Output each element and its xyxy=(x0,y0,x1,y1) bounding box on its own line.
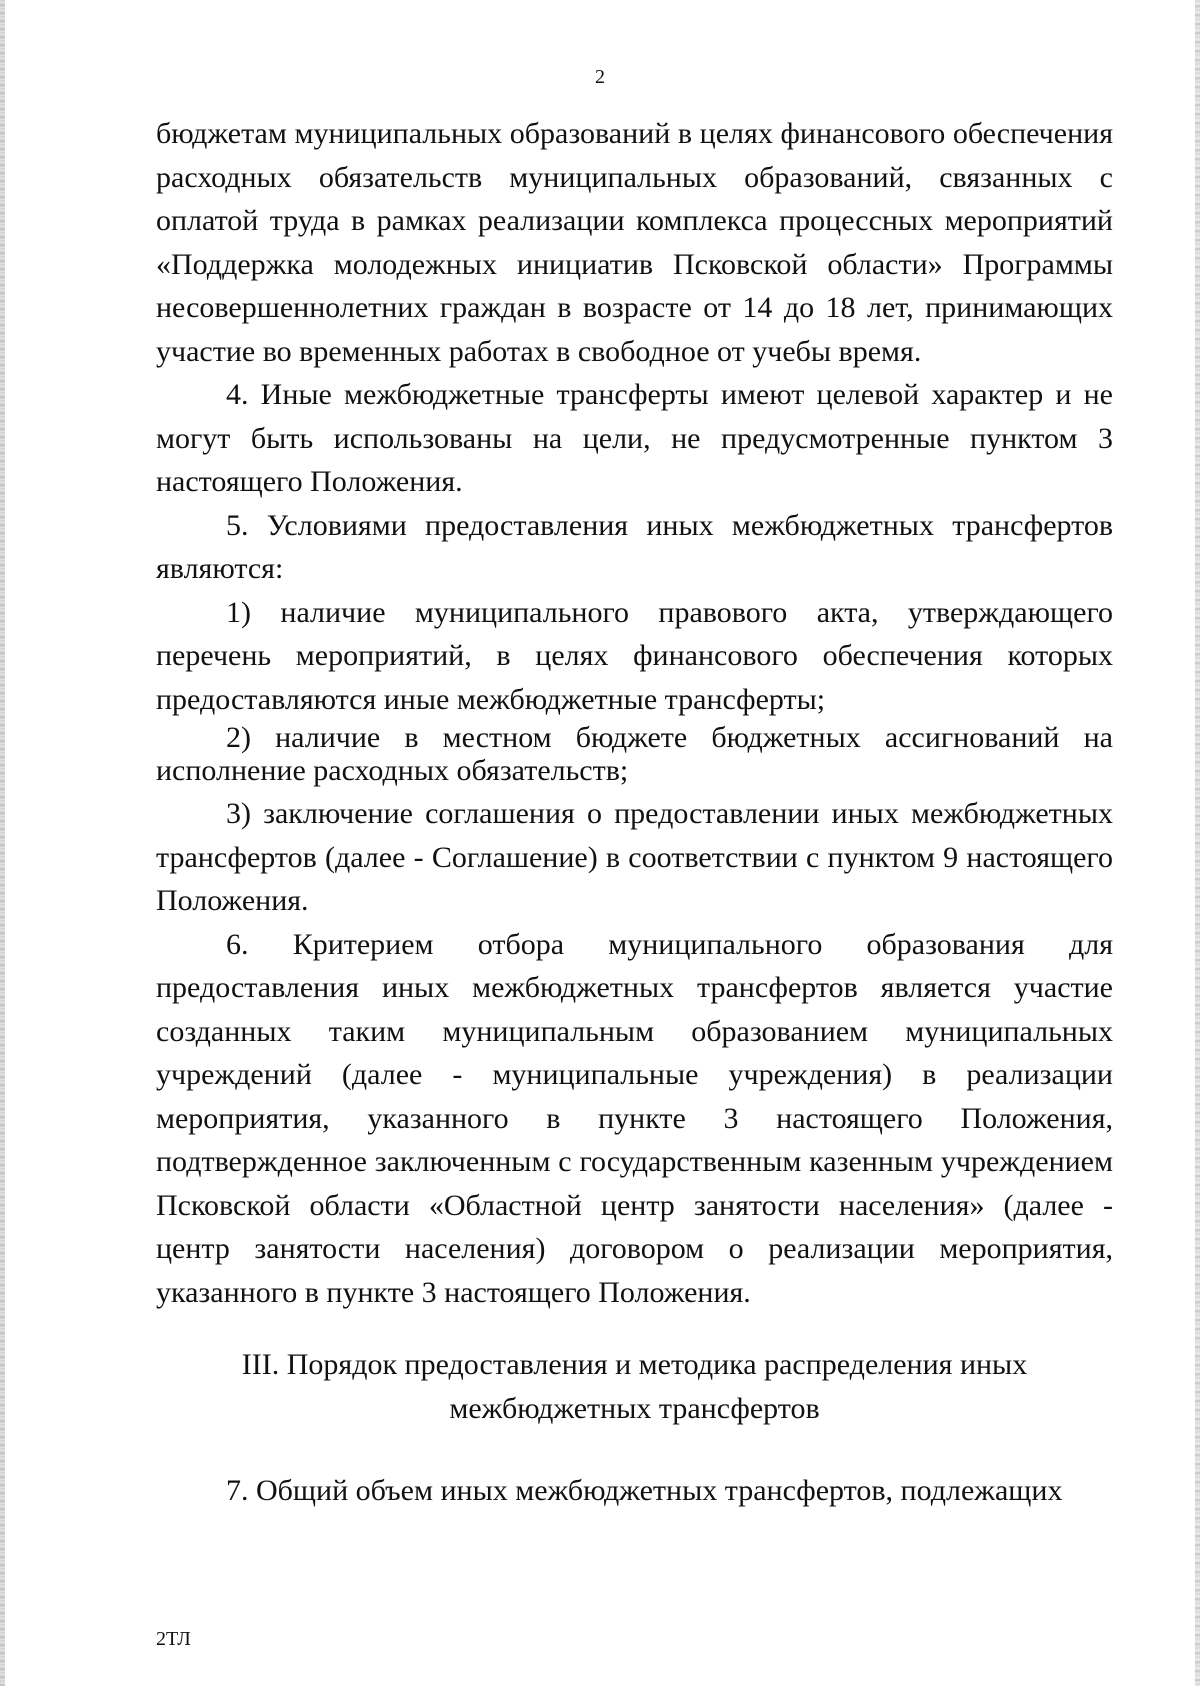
section-heading-line-1: III. Порядок предоставления и методика распределения иных xyxy=(241,1348,1028,1381)
paragraph-item-4: 4. Иные межбюджетные трансферты имеют целевой характер и не могут быть использованы на цели, не предусмотренные пунктом 3 настоящего Положения. xyxy=(156,378,1113,498)
paragraph-item-6: 6. Критерием отбора муниципального образования для предоставления иных межбюджетных трансфертов является участие созданных таким муниципальным образованием муниципальных учреждений (далее - муниципальные учреждения) в реализации мероприятия, указанного в пункте 3 настоящего Положения, подтвержденное заключенным с государственным казенным учреждением Псковской области «Областной центр занятости населения» (далее - центр занятости населения) договором о реализации мероприятия, указанного в пункте 3 настоящего Положения. xyxy=(156,927,1113,1309)
scan-edge-left xyxy=(0,0,5,1686)
paragraph-item-5: 5. Условиями предоставления иных межбюджетных трансфертов являются: xyxy=(156,508,1113,585)
document-body xyxy=(156,112,1113,1513)
section-heading xyxy=(156,1343,1113,1430)
section-heading-line-2: межбюджетных трансфертов xyxy=(449,1391,820,1425)
paragraph-item-7: 7. Общий объем иных межбюджетных трансфертов, подлежащих xyxy=(226,1474,1063,1507)
page-number: 2 xyxy=(595,66,605,88)
paragraph-continuation: бюджетам муниципальных образований в целях финансового обеспечения расходных обязательств муниципальных образований, связанных с оплатой труда в рамках реализации комплекса процессных мероприятий «Поддержка молодежных инициатив Псковской области» Программы несовершеннолетних граждан в возрасте от 14 до 18 лет, принимающих участие во временных работах в свободное от учебы время. xyxy=(156,117,1113,368)
footer-code: 2ТЛ xyxy=(156,1628,191,1650)
subitem-1: 1) наличие муниципального правового акта, утверждающего перечень мероприятий, в целях финансового обеспечения которых предоставляются иные межбюджетные трансферты; xyxy=(156,595,1113,716)
subitem-3: 3) заключение соглашения о предоставлении иных межбюджетных трансфертов (далее - Соглашение) в соответствии с пунктом 9 настоящего Положения. xyxy=(156,797,1113,917)
scan-edge-right xyxy=(1195,0,1200,1686)
subitem-2: 2) наличие в местном бюджете бюджетных ассигнований на исполнение расходных обязательств; xyxy=(156,721,1113,787)
